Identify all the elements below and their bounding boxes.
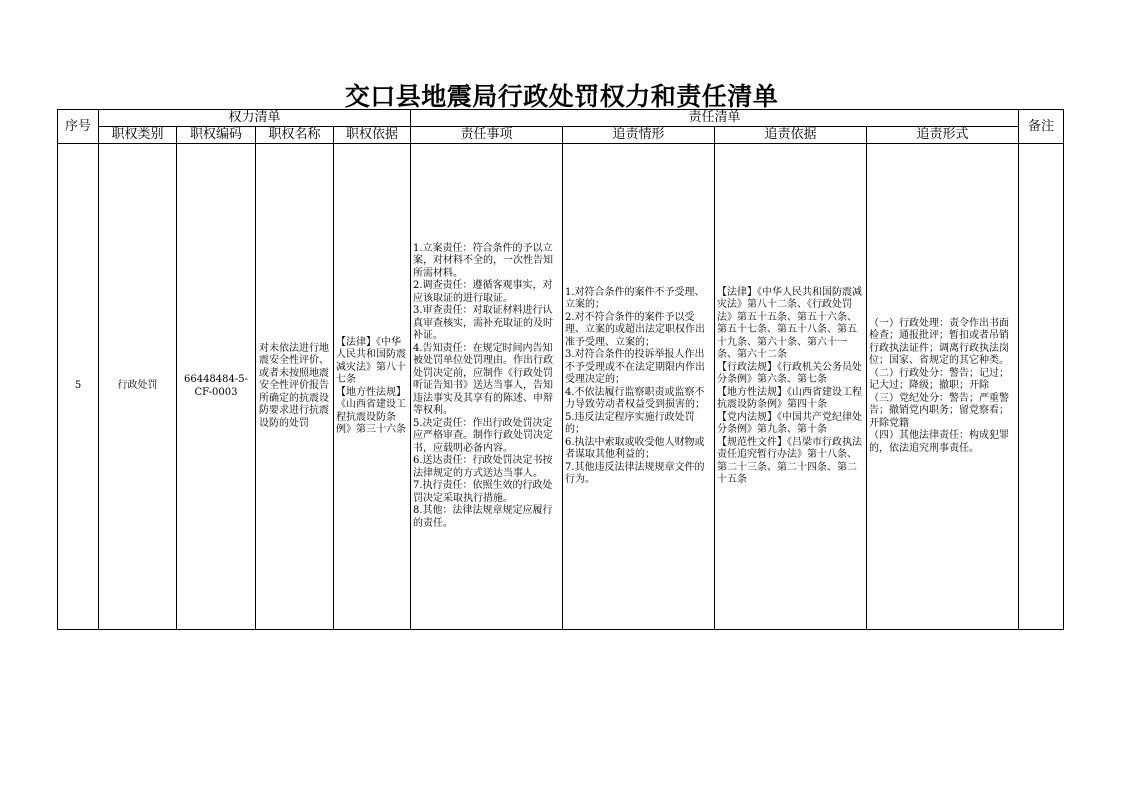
duty-item: 7.执行责任：依照生效的行政处罚决定采取执行措施。 — [413, 480, 553, 504]
header-row-2 — [58, 127, 1064, 144]
page-title: 交口县地震局行政处罚权力和责任清单 — [344, 82, 779, 111]
duty-items-list — [411, 243, 562, 531]
power-type-text: 行政处罚 — [117, 380, 158, 392]
duty-item: 1.立案责任：符合条件的予以立案，对材料不全的，一次性告知所需材料。 — [413, 242, 554, 279]
seq-text: 5 — [74, 380, 82, 392]
accountability-forms-list — [867, 318, 1018, 456]
accountability-case: 7.其他违反法律法规规章文件的行为。 — [565, 461, 705, 485]
power-basis-text: 【法律】《中华人民共和国防震减灾法》第八十七条 【地方性法规】《山西省建设工程抗震设防条例》第三十六条 — [336, 336, 406, 435]
table-row — [58, 144, 1064, 630]
cell-accountability-forms — [867, 144, 1019, 630]
accountability-case: 1.对符合条件的案件不予受理、立案的； — [565, 286, 705, 310]
duty-item: 3.审查责任：对取证材料进行认真审查核实，需补充取证的及时补证。 — [413, 305, 554, 342]
power-name-text: 对未依法进行地震安全性评价、或者未按照地震安全性评价报告所确定的抗震设防要求进行抗震设防的处罚 — [259, 342, 329, 429]
accountability-form: （三）党纪处分：警告；严重警告；撤销党内职务；留党察看；开除党籍 — [869, 392, 1010, 429]
accountability-case: 5.违反法定程序实施行政处罚的； — [565, 411, 695, 435]
header-accountability-basis: 追责依据 — [715, 127, 867, 144]
header-power-name: 职权名称 — [256, 127, 334, 144]
cell-power-type — [99, 144, 177, 630]
cell-duty-items — [411, 144, 563, 630]
cell-accountability-cases — [563, 144, 715, 630]
accountability-basis-item: 【地方性法规】《山西省建设工程抗震设防条例》第四十条 — [717, 386, 863, 410]
header-power-code: 职权编码 — [177, 127, 256, 144]
cell-power-name — [256, 144, 334, 630]
header-duty-items: 责任事项 — [411, 127, 563, 144]
accountability-basis-item: 【法律】《中华人民共和国防震减灾法》第八十二条、《行政处罚法》第五十五条、第五十六条、第五十七条、第五十八条、第五十九条、第六十条、第六十一条、第六十二条 — [717, 286, 863, 360]
header-row-1 — [58, 110, 1064, 127]
cell-accountability-basis — [715, 144, 867, 630]
cell-power-code — [177, 144, 256, 630]
duty-item: 5.决定责任：作出行政处罚决定应严格审查。制作行政处罚决定书，应载明必备内容。 — [413, 417, 554, 454]
accountability-basis-list — [715, 287, 866, 487]
accountability-form: （二）行政处分：警告；记过；记大过；降级；撤职；开除 — [869, 367, 1010, 392]
duty-item: 6.送达责任：行政处罚决定书按法律规定的方式送达当事人。 — [413, 455, 553, 479]
header-power-basis: 职权依据 — [334, 127, 411, 144]
header-power-list: 权力清单 — [99, 110, 411, 127]
accountability-form: （四）其他法律责任：构成犯罪的，依法追究刑事责任。 — [869, 430, 1010, 454]
header-remark: 备注 — [1019, 110, 1064, 144]
accountability-case: 4.不依法履行监察职责或监察不力导致劳动者权益受到损害的； — [565, 386, 706, 410]
power-code-text: 66448484-5-CF-0003 — [183, 374, 249, 398]
accountability-case: 2.对不符合条件的案件予以受理、立案的或超出法定职权作出准予受理、立案的； — [565, 311, 706, 348]
cell-seq — [58, 144, 99, 630]
duty-item: 2.调查责任：遵循客观事实，对应该取证的进行取证。 — [413, 280, 553, 304]
duty-item: 4.告知责任：在规定时间内告知被处罚单位处罚理由。作出行政处罚决定前，应制作《行政处罚听证告知书》送达当事人，告知违法事实及其享有的陈述、申辩等权利。 — [413, 342, 554, 417]
power-responsibility-table — [57, 109, 1064, 630]
duty-item: 8.其他：法律法规章规定应履行的责任。 — [413, 505, 553, 529]
header-power-type: 职权类别 — [99, 127, 177, 144]
header-seq: 序号 — [58, 110, 99, 144]
accountability-case: 6.执法中索取或收受他人财物或者谋取其他利益的； — [565, 436, 705, 460]
accountability-basis-item: 【行政法规】《行政机关公务员处分条例》第六条、第七条 — [717, 361, 863, 385]
accountability-basis-item: 【规范性文件】《吕梁市行政执法责任追究暂行办法》第十八条、第二十三条、第二十四条、第二十五条 — [717, 436, 863, 485]
cell-power-basis — [334, 144, 411, 630]
header-accountability-forms: 追责形式 — [867, 127, 1019, 144]
accountability-basis-item: 【党内法规】《中国共产党纪律处分条例》第九条、第十条 — [717, 411, 863, 435]
accountability-cases-list — [563, 287, 714, 487]
header-accountability-cases: 追责情形 — [563, 127, 715, 144]
accountability-form: （一）行政处理：责令作出书面检查；通报批评；暂扣或者吊销行政执法证件；调离行政执法岗位；国家、省规定的其它种类。 — [869, 317, 1010, 367]
accountability-case: 3.对符合条件的投诉举报人作出不予受理或不在法定期限内作出受理决定的； — [565, 349, 706, 385]
cell-remark — [1019, 144, 1064, 630]
header-responsibility-list: 责任清单 — [411, 110, 1019, 127]
